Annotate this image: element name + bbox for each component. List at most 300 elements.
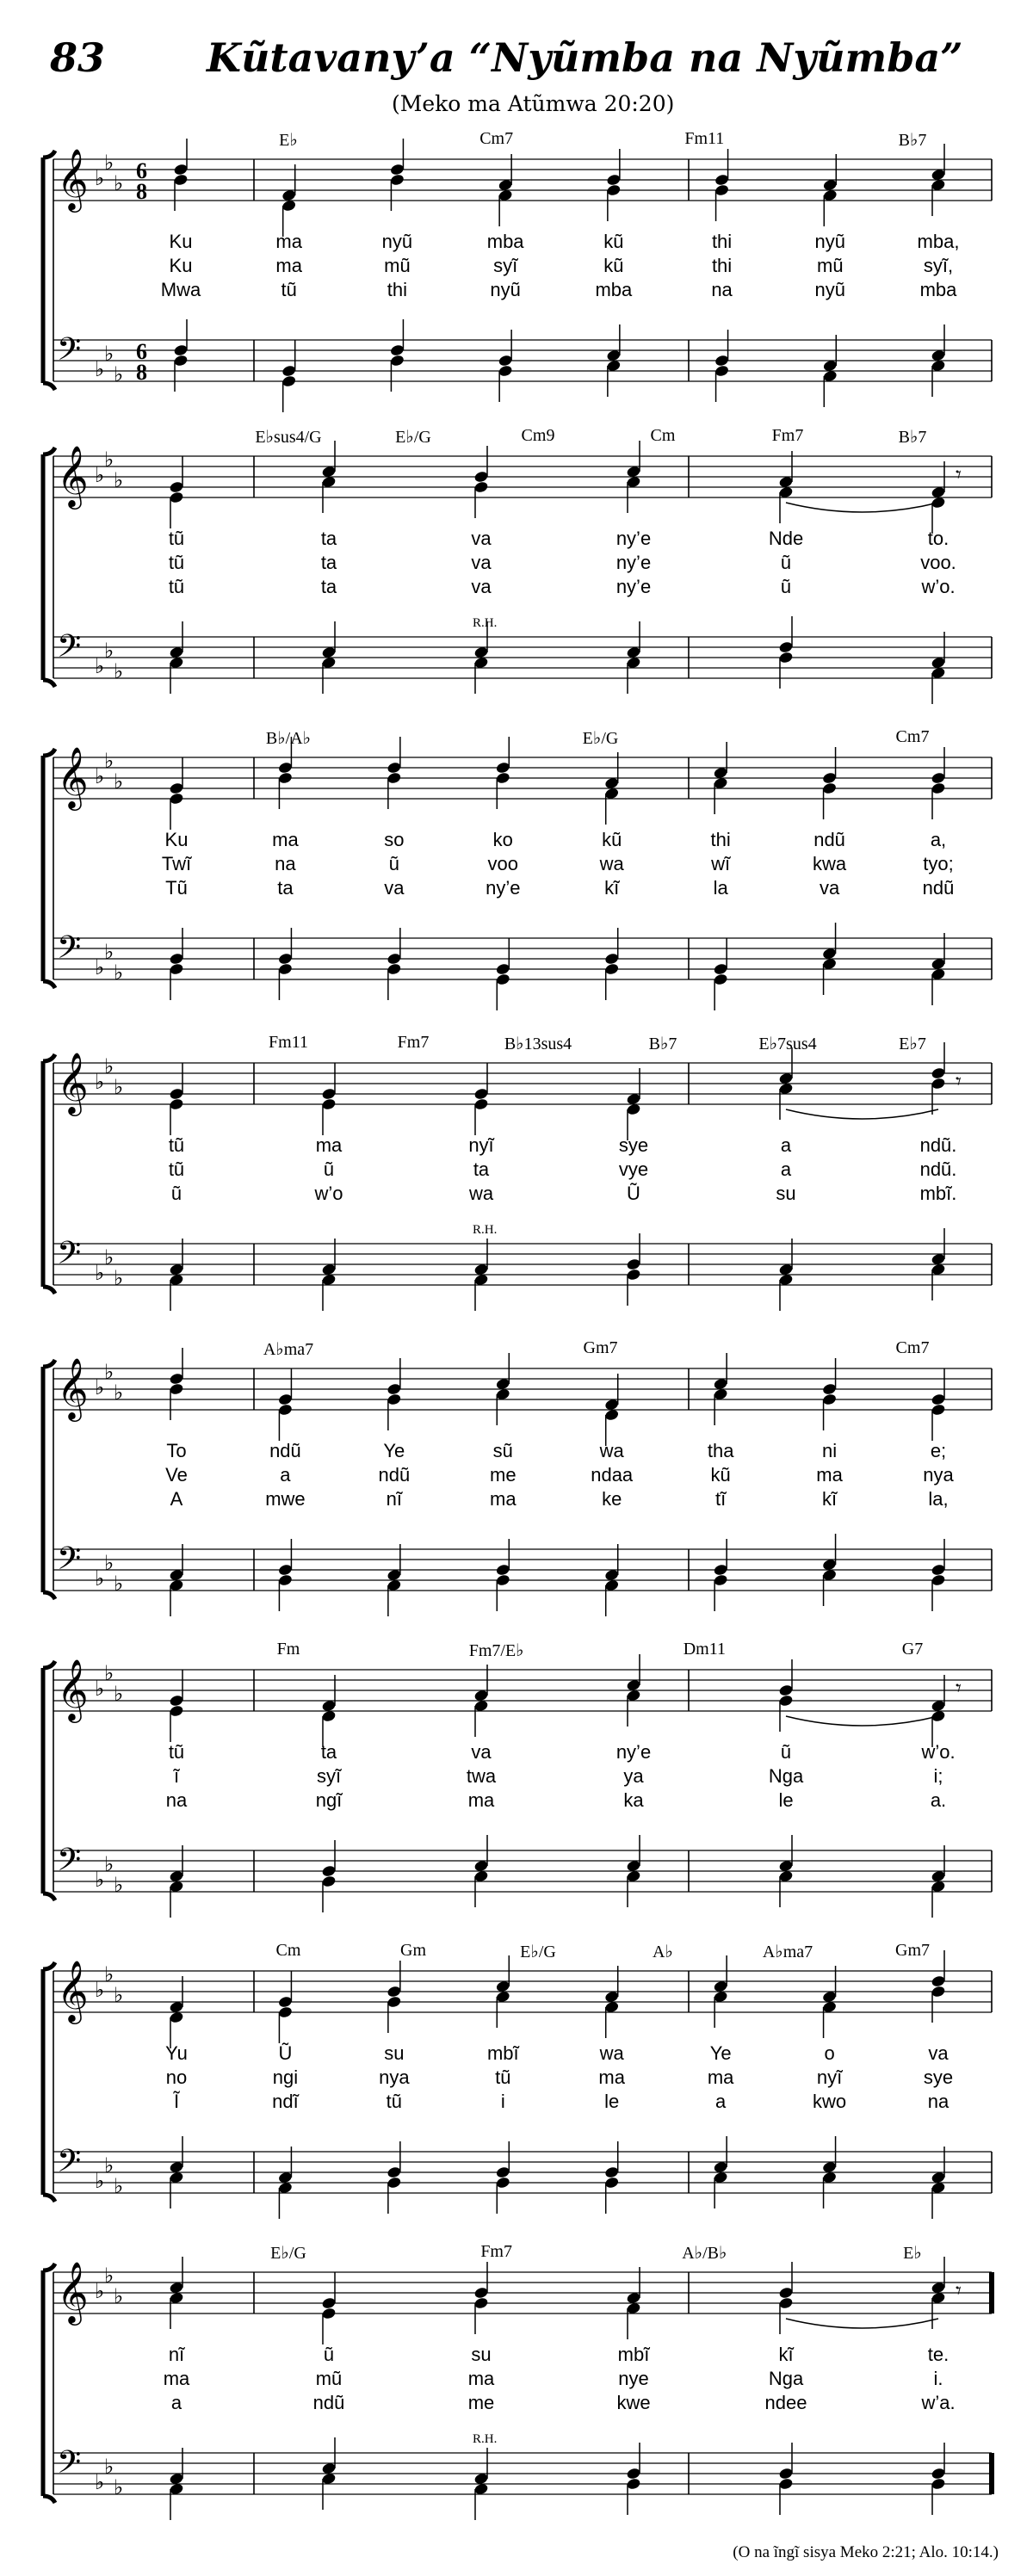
lyric-syllable: na — [927, 2091, 949, 2112]
lyric-syllable: mwe — [265, 1488, 306, 1510]
lyric-syllable: a, — [930, 829, 947, 850]
flat-sign: ♭ — [104, 1962, 114, 1986]
lyric-syllable: mũ — [817, 255, 844, 276]
lyric-syllable: ĩ — [173, 1765, 180, 1787]
lyric-syllable: ma — [163, 2368, 190, 2389]
tie — [786, 2319, 938, 2328]
flat-sign: ♭ — [114, 769, 124, 794]
lyric-syllable: twa — [466, 1765, 497, 1787]
flat-sign: ♭ — [114, 1572, 124, 1596]
bass-clef: 𝄢 — [57, 1842, 82, 1886]
lyric-syllable: w’o — [314, 1183, 343, 1204]
flat-sign: ♭ — [114, 1075, 124, 1099]
flat-sign: ♭ — [95, 357, 105, 381]
flat-sign: ♭ — [114, 961, 124, 985]
chord-symbol: Cm9 — [521, 426, 555, 445]
lyric-syllable: so — [384, 829, 405, 850]
chord-symbol: Cm7 — [895, 1338, 930, 1357]
time-signature-bottom: 8 — [136, 360, 147, 385]
lyric-syllable: nye — [618, 2368, 649, 2389]
lyric-syllable: nyũ — [814, 279, 846, 300]
lyric-syllable: ma — [467, 2368, 495, 2389]
lyric-syllable: ta — [320, 1741, 337, 1763]
lyric-syllable: no — [165, 2066, 188, 2088]
lyric-syllable: va — [471, 528, 492, 549]
lyric-syllable: nĩ — [168, 2344, 185, 2365]
flat-sign: ♭ — [114, 468, 124, 492]
lyric-syllable: wa — [599, 853, 624, 874]
lyric-syllable: na — [165, 1789, 188, 1811]
bass-clef: 𝄢 — [57, 1541, 82, 1585]
flat-sign: ♭ — [114, 659, 124, 683]
lyric-syllable: tũ — [168, 552, 185, 573]
lyric-syllable: i; — [933, 1765, 943, 1787]
tie — [786, 1109, 938, 1119]
lyric-syllable: Mwa — [160, 279, 201, 300]
lyric-syllable: tũ — [281, 279, 297, 300]
lyric-syllable: Yu — [165, 2042, 188, 2064]
lyric-syllable: Ĩ — [173, 2091, 180, 2112]
lyric-syllable: wa — [599, 1440, 624, 1461]
lyric-syllable: syĩ, — [923, 255, 954, 276]
lyric-syllable: va — [471, 576, 492, 597]
lyric-syllable: Twĩ — [161, 853, 192, 874]
lyric-syllable: to. — [927, 528, 949, 549]
chord-symbol: B♭/A♭ — [265, 729, 312, 748]
lyric-syllable: thi — [711, 231, 733, 252]
lyric-syllable: nyĩ — [468, 1134, 494, 1156]
lyric-syllable: kũ — [603, 231, 624, 252]
chord-symbol: A♭ — [653, 1943, 673, 1961]
lyric-syllable: va — [471, 1741, 492, 1763]
lyric-syllable: ũ — [780, 552, 792, 573]
flat-sign: ♭ — [104, 1661, 114, 1685]
flat-sign: ♭ — [95, 764, 105, 788]
lyric-syllable: A — [170, 1488, 183, 1510]
bass-clef: 𝄢 — [57, 628, 82, 672]
flat-sign: ♭ — [95, 2169, 105, 2193]
lyric-syllable: kũ — [602, 829, 622, 850]
lyric-syllable: wa — [599, 2042, 624, 2064]
lyric-syllable: o — [824, 2042, 835, 2064]
lyric-syllable: nĩ — [386, 1488, 403, 1510]
flat-sign: ♭ — [95, 1978, 105, 2002]
music-system — [0, 426, 1033, 710]
lyric-syllable: ma — [490, 1488, 516, 1510]
lyric-syllable: tũ — [168, 576, 185, 597]
lyric-syllable: a — [780, 1158, 792, 1180]
lyric-syllable: na — [711, 279, 733, 300]
lyric-syllable: wa — [468, 1183, 494, 1204]
lyric-syllable: i — [500, 2091, 505, 2112]
lyric-syllable: kwo — [813, 2091, 847, 2112]
lyric-syllable: ũ — [780, 576, 792, 597]
staff-system — [0, 1941, 1033, 2225]
lyric-syllable: thi — [711, 255, 733, 276]
flat-sign: ♭ — [95, 166, 105, 190]
lyric-syllable: nyũ — [381, 231, 413, 252]
staff-system — [0, 426, 1033, 710]
eighth-rest: 𝄾 — [956, 1069, 962, 1095]
lyric-syllable: w’a. — [921, 2392, 956, 2413]
lyric-syllable: va — [928, 2042, 949, 2064]
flat-sign: ♭ — [95, 1677, 105, 1701]
lyric-syllable: ndũ — [378, 1464, 411, 1486]
lyric-syllable: thi — [387, 279, 408, 300]
lyric-syllable: la, — [928, 1488, 949, 1510]
flat-sign: ♭ — [104, 2264, 114, 2288]
lyric-syllable: ny’e — [615, 1741, 652, 1763]
flat-sign: ♭ — [95, 463, 105, 487]
chord-symbol: A♭ma7 — [762, 1943, 813, 1961]
lyric-syllable: ũ — [170, 1183, 182, 1204]
lyric-syllable: a. — [930, 1789, 947, 1811]
lyric-syllable: ta — [320, 552, 337, 573]
lyric-syllable: Nga — [768, 1765, 804, 1787]
eighth-rest: 𝄾 — [956, 462, 962, 488]
flat-sign: ♭ — [95, 1261, 105, 1285]
chord-symbol: Fm7 — [771, 426, 804, 445]
lyric-syllable: ma — [315, 1134, 343, 1156]
lyric-syllable: va — [471, 552, 492, 573]
lyric-syllable: mũ — [384, 255, 411, 276]
treble-clef: 𝄞 — [57, 745, 89, 808]
lyric-syllable: ngi — [272, 2066, 299, 2088]
lyric-syllable: ya — [623, 1765, 644, 1787]
staff-system — [0, 2242, 1033, 2526]
lyric-syllable: i. — [933, 2368, 943, 2389]
eighth-rest: 𝄾 — [956, 1676, 962, 1702]
lyric-syllable: ndĩ — [272, 2091, 299, 2112]
flat-sign: ♭ — [95, 1375, 105, 1399]
bass-clef: 𝄢 — [57, 2143, 82, 2187]
treble-clef: 𝄞 — [57, 1959, 89, 2022]
chord-symbol: B♭7 — [898, 428, 927, 447]
chord-symbol: Cm — [275, 1941, 301, 1960]
music-system — [0, 1338, 1033, 1622]
flat-sign: ♭ — [114, 2475, 124, 2499]
lyric-syllable: w’o. — [921, 1741, 956, 1763]
lyric-syllable: kĩ — [778, 2344, 794, 2365]
lyric-syllable: ma — [598, 2066, 625, 2088]
flat-sign: ♭ — [104, 749, 114, 773]
lyric-syllable: mũ — [315, 2368, 343, 2389]
lyric-syllable: wĩ — [711, 853, 731, 874]
lyric-syllable: ta — [277, 877, 294, 899]
lyric-syllable: ka — [623, 1789, 644, 1811]
lyric-syllable: Ku — [169, 255, 193, 276]
flat-sign: ♭ — [95, 1070, 105, 1094]
lyric-syllable: ndũ — [269, 1440, 301, 1461]
flat-sign: ♭ — [104, 1245, 114, 1269]
chord-symbol: Cm7 — [895, 727, 930, 746]
lyric-syllable: a — [170, 2392, 182, 2413]
chord-symbol: E♭/G — [270, 2244, 306, 2263]
lyric-syllable: syĩ — [493, 255, 518, 276]
lyric-syllable: ny’e — [615, 552, 652, 573]
time-signature-top: 6 — [136, 339, 147, 364]
lyric-syllable: nyĩ — [816, 2066, 843, 2088]
lyric-syllable: a — [715, 2091, 727, 2112]
lyric-syllable: ũ — [780, 1741, 792, 1763]
right-hand-marking: R.H. — [473, 1223, 498, 1237]
time-signature-bottom: 8 — [136, 179, 147, 204]
lyric-syllable: kĩ — [822, 1488, 838, 1510]
flat-sign: ♭ — [104, 448, 114, 472]
flat-sign: ♭ — [114, 1873, 124, 1897]
lyric-syllable: a — [280, 1464, 291, 1486]
lyric-syllable: ũ — [323, 1158, 335, 1180]
lyric-syllable: te. — [927, 2344, 949, 2365]
chord-symbol: G7 — [901, 1640, 924, 1659]
chord-symbol: E♭/G — [582, 729, 619, 748]
bass-clef: 𝄢 — [57, 331, 82, 375]
tie — [786, 1716, 938, 1726]
chord-symbol: E♭7 — [899, 1035, 926, 1053]
lyric-syllable: Ũ — [627, 1183, 640, 1204]
lyric-syllable: ko — [492, 829, 513, 850]
lyric-syllable: a — [780, 1134, 792, 1156]
lyric-syllable: Ye — [383, 1440, 405, 1461]
lyric-syllable: mba — [919, 279, 957, 300]
lyric-syllable: nya — [923, 1464, 954, 1486]
bass-clef: 𝄢 — [57, 930, 82, 973]
music-system — [0, 1033, 1033, 1317]
lyric-syllable: tĩ — [715, 1488, 727, 1510]
lyric-syllable: Ku — [169, 231, 193, 252]
flat-sign: ♭ — [114, 1266, 124, 1290]
treble-clef: 𝄞 — [57, 1658, 89, 1720]
lyric-syllable: Nga — [768, 2368, 804, 2389]
lyric-syllable: ma — [707, 2066, 734, 2088]
lyric-syllable: ndee — [764, 2392, 807, 2413]
treble-clef: 𝄞 — [57, 2260, 89, 2323]
chord-symbol: E♭ — [903, 2244, 922, 2263]
lyric-syllable: ny’e — [615, 576, 652, 597]
flat-sign: ♭ — [104, 2153, 114, 2178]
chord-symbol: E♭7sus4 — [758, 1035, 817, 1053]
flat-sign: ♭ — [95, 1868, 105, 1892]
lyric-syllable: va — [819, 877, 840, 899]
chord-symbol: B♭7 — [648, 1035, 677, 1053]
lyric-syllable: nyũ — [814, 231, 846, 252]
lyric-syllable: me — [467, 2392, 495, 2413]
lyric-syllable: la — [713, 877, 728, 899]
lyric-syllable: tũ — [168, 1158, 185, 1180]
treble-clef: 𝄞 — [57, 444, 89, 507]
flat-sign: ♭ — [104, 639, 114, 663]
lyric-syllable: Nde — [768, 528, 804, 549]
lyric-syllable: ndaa — [591, 1464, 634, 1486]
lyric-syllable: ma — [275, 255, 302, 276]
scripture-reference: (Meko ma Atũmwa 20:20) — [392, 91, 675, 116]
lyric-syllable: tũ — [168, 1134, 185, 1156]
lyric-syllable: va — [384, 877, 405, 899]
lyric-syllable: le — [604, 2091, 620, 2112]
chord-symbol: Gm7 — [895, 1941, 930, 1960]
lyric-syllable: Ku — [164, 829, 189, 850]
music-system — [0, 727, 1033, 1011]
bass-clef: 𝄢 — [57, 2444, 82, 2488]
staff-system — [0, 1338, 1033, 1622]
flat-sign: ♭ — [104, 1054, 114, 1078]
lyric-syllable: Ũ — [278, 2042, 293, 2064]
chord-symbol: Fm — [276, 1640, 300, 1659]
lyric-syllable: su — [471, 2344, 492, 2365]
flat-sign: ♭ — [104, 1852, 114, 1876]
lyric-syllable: thi — [710, 829, 731, 850]
chord-symbol: B♭13sus4 — [504, 1035, 572, 1053]
hymn-header — [0, 0, 1033, 129]
lyric-syllable: su — [776, 1183, 796, 1204]
flat-sign: ♭ — [95, 2279, 105, 2303]
flat-sign: ♭ — [104, 1360, 114, 1384]
lyric-syllable: ũ — [323, 2344, 335, 2365]
lyric-syllable: su — [384, 2042, 405, 2064]
flat-sign: ♭ — [114, 171, 124, 195]
chord-symbol: Fm11 — [269, 1033, 308, 1052]
lyric-syllable: ta — [473, 1158, 490, 1180]
flat-sign: ♭ — [95, 2470, 105, 2494]
treble-clef: 𝄞 — [57, 1051, 89, 1114]
flat-sign: ♭ — [104, 1551, 114, 1575]
lyric-syllable: ndũ — [312, 2392, 345, 2413]
lyric-syllable: sũ — [492, 1440, 513, 1461]
chord-symbol: Fm7/E♭ — [468, 1641, 524, 1660]
lyric-syllable: ũ — [388, 853, 399, 874]
lyric-syllable: nyũ — [490, 279, 521, 300]
lyric-syllable: ny’e — [486, 877, 521, 899]
chord-symbol: E♭ — [279, 131, 298, 150]
staff-system — [0, 1640, 1033, 1924]
lyric-syllable: ma — [467, 1789, 495, 1811]
lyric-syllable: tũ — [386, 2091, 403, 2112]
lyric-syllable: vye — [618, 1158, 649, 1180]
lyric-syllable: ngĩ — [315, 1789, 343, 1811]
flat-sign: ♭ — [114, 2284, 124, 2308]
lyric-syllable: na — [275, 853, 296, 874]
lyric-syllable: ndũ — [813, 829, 845, 850]
lyric-syllable: kwa — [813, 853, 847, 874]
flat-sign: ♭ — [114, 362, 124, 386]
lyric-syllable: ndũ — [922, 877, 955, 899]
lyric-syllable: sye — [618, 1134, 649, 1156]
lyric-syllable: mbĩ. — [919, 1183, 957, 1204]
treble-clef: 𝄞 — [57, 1356, 89, 1419]
lyric-syllable: sye — [923, 2066, 954, 2088]
flat-sign: ♭ — [114, 1381, 124, 1405]
flat-sign: ♭ — [95, 955, 105, 979]
lyric-syllable: ndũ. — [919, 1134, 957, 1156]
chord-symbol: Fm11 — [684, 129, 725, 148]
lyric-syllable: voo — [487, 853, 519, 874]
chord-symbol: E♭/G — [520, 1943, 556, 1961]
chord-symbol: B♭7 — [898, 131, 927, 150]
flat-sign: ♭ — [104, 342, 114, 366]
lyric-syllable: ta — [320, 576, 337, 597]
lyric-syllable: kũ — [710, 1464, 731, 1486]
music-system — [0, 129, 1033, 413]
flat-sign: ♭ — [114, 1682, 124, 1706]
chord-symbol: Gm — [400, 1941, 426, 1960]
lyric-syllable: e; — [930, 1440, 947, 1461]
chord-symbol: E♭sus4/G — [255, 428, 322, 447]
lyric-syllable: mbĩ — [486, 2042, 519, 2064]
chord-symbol: Cm7 — [479, 129, 514, 148]
lyric-syllable: tyo; — [923, 853, 954, 874]
flat-sign: ♭ — [114, 2174, 124, 2198]
lyric-syllable: mbĩ — [617, 2344, 650, 2365]
hymn-title: Kũtavany’a “Nyũmba na Nyũmba” — [207, 34, 963, 81]
lyric-syllable: mba — [595, 279, 633, 300]
chord-symbol: Fm7 — [397, 1033, 430, 1052]
lyric-syllable: Tũ — [165, 877, 188, 899]
lyric-syllable: ta — [320, 528, 337, 549]
lyric-syllable: Ye — [709, 2042, 732, 2064]
lyric-syllable: tũ — [168, 1741, 185, 1763]
lyric-syllable: ke — [602, 1488, 622, 1510]
music-system — [0, 2242, 1033, 2526]
hymn-number: 83 — [50, 34, 106, 81]
lyric-syllable: mba — [486, 231, 524, 252]
lyric-syllable: mba, — [917, 231, 960, 252]
music-system — [0, 1941, 1033, 2225]
lyric-syllable: ndũ. — [919, 1158, 957, 1180]
chord-symbol: A♭/B♭ — [682, 2244, 727, 2263]
lyric-syllable: nya — [379, 2066, 410, 2088]
bass-clef: 𝄢 — [57, 1235, 82, 1279]
flat-sign: ♭ — [114, 1983, 124, 2007]
lyric-syllable: tũ — [168, 528, 185, 549]
lyric-syllable: w’o. — [921, 576, 956, 597]
eighth-rest: 𝄾 — [956, 2278, 962, 2304]
lyric-syllable: tha — [707, 1440, 734, 1461]
right-hand-marking: R.H. — [473, 2432, 498, 2446]
flat-sign: ♭ — [104, 2455, 114, 2479]
music-system — [0, 1640, 1033, 1924]
lyric-syllable: kũ — [603, 255, 624, 276]
tie — [786, 503, 938, 512]
lyric-syllable: Ve — [165, 1464, 188, 1486]
lyric-syllable: kĩ — [604, 877, 620, 899]
chord-symbol: Gm7 — [583, 1338, 618, 1357]
chord-symbol: Dm11 — [683, 1640, 726, 1659]
lyric-syllable: le — [778, 1789, 794, 1811]
lyric-syllable: To — [166, 1440, 187, 1461]
lyric-syllable: syĩ — [316, 1765, 342, 1787]
lyric-syllable: tũ — [495, 2066, 511, 2088]
footer-references: (O na ĩngĩ sisya Meko 2:21; Alo. 10:14.) — [733, 2543, 999, 2561]
chord-symbol: Fm7 — [480, 2242, 512, 2261]
flat-sign: ♭ — [95, 1566, 105, 1591]
flat-sign: ♭ — [95, 654, 105, 678]
flat-sign: ♭ — [104, 151, 114, 175]
lyric-syllable: voo. — [920, 552, 956, 573]
chord-symbol: A♭ma7 — [263, 1340, 314, 1359]
right-hand-marking: R.H. — [473, 616, 498, 630]
lyric-syllable: ny’e — [615, 528, 652, 549]
lyric-syllable: ma — [275, 231, 302, 252]
lyric-syllable: kwe — [616, 2392, 651, 2413]
chord-symbol: E♭/G — [395, 428, 431, 447]
treble-clef: 𝄞 — [57, 147, 89, 210]
lyric-syllable: ma — [816, 1464, 843, 1486]
lyric-syllable: ma — [272, 829, 299, 850]
staff-system — [0, 1033, 1033, 1317]
time-signature-top: 6 — [136, 158, 147, 183]
chord-symbol: Cm — [650, 426, 676, 445]
lyric-syllable: me — [490, 1464, 516, 1486]
